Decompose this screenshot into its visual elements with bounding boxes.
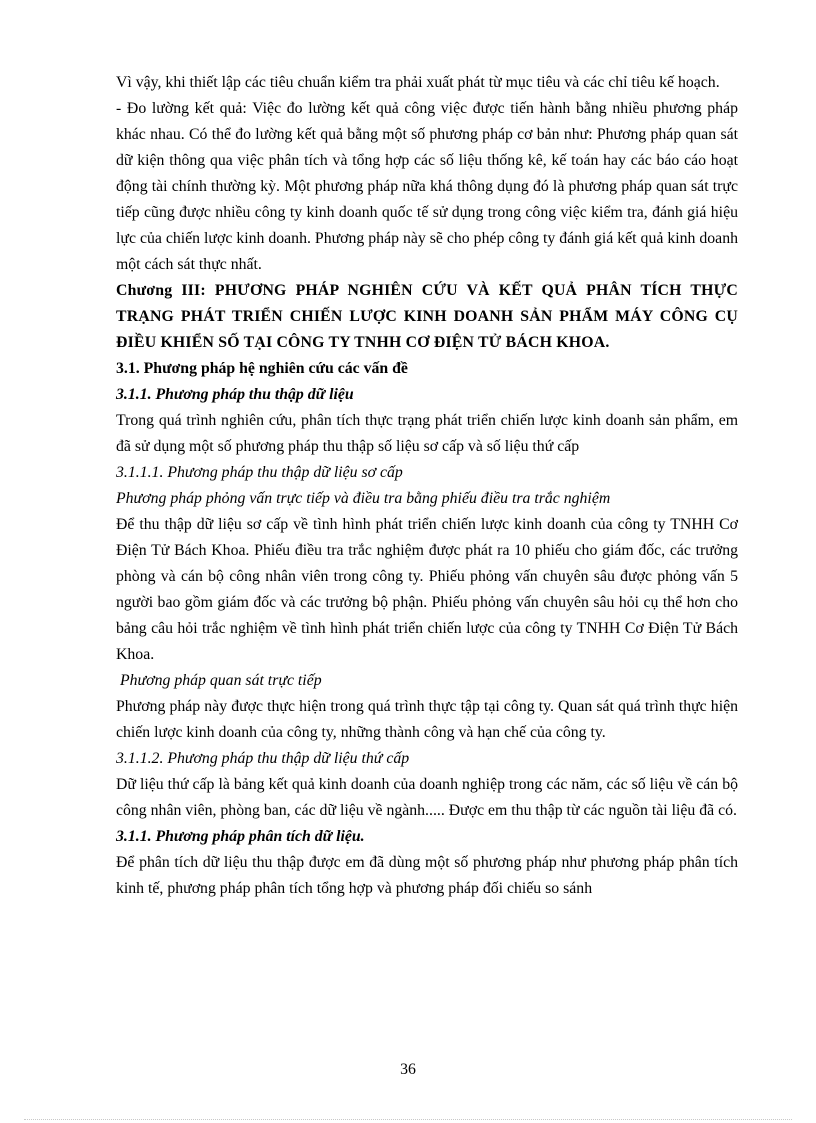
paragraph-research-process: Trong quá trình nghiên cứu, phân tích thực trạng phát triển chiến lược kinh doanh sản phẩm, em đã sử dụng một số phương pháp thu thập số liệu sơ cấp và số liệu thứ cấp bbox=[116, 412, 738, 455]
paragraph-measure-results: - Đo lường kết quả: Việc đo lường kết quả công việc được tiến hành bằng nhiều phương pháp khác nhau. Có thể đo lường kết quả bằng một số phương pháp cơ bản như: Phương pháp quan sát dữ kiện thông qua việc phân tích và tổng hợp các số liệu thống kê, kế toán hay các báo cáo hoạt động tài chính thường kỳ. Một phương pháp nữa khá thông dụng đó là phương pháp quan sát trực tiếp cũng được nhiều công ty kinh doanh quốc tế sử dụng trong công việc kiểm tra, đánh giá hiệu lực của chiến lược kinh doanh. Phương pháp này sẽ cho phép công ty đánh giá kết quả kinh doanh một cách sát thực nhất. bbox=[116, 100, 738, 273]
paragraph-observation: Phương pháp này được thực hiện trong quá trình thực tập tại công ty. Quan sát quá trình thực hiện chiến lược kinh doanh của công ty, những thành công và hạn chế của công ty. bbox=[116, 698, 738, 741]
paragraph-primary-data: Để thu thập dữ liệu sơ cấp về tình hình phát triển chiến lược kinh doanh của công ty TNHH Cơ Điện Tử Bách Khoa. Phiếu điều tra trắc nghiệm được phát ra 10 phiếu cho giám đốc, các trưởng phòng và cán bộ công nhân viên trong công ty. Phiếu phỏng vấn chuyên sâu được phỏng vấn 5 người bao gồm giám đốc và các trưởng bộ phận. Phiếu phỏng vấn chuyên sâu hỏi cụ thể hơn cho bảng câu hỏi trắc nghiệm về tình hình phát triển chiến lược của công ty TNHH Cơ Điện Tử Bách Khoa. bbox=[116, 516, 738, 663]
paragraph-analysis-methods: Để phân tích dữ liệu thu thập được em đã dùng một số phương pháp như phương pháp phân tích kinh tế, phương pháp phân tích tổng hợp và phương pháp đối chiếu so sánh bbox=[116, 854, 738, 897]
section-heading-data-analysis: 3.1.1. Phương pháp phân tích dữ liệu. bbox=[116, 828, 365, 845]
page-content bbox=[116, 70, 738, 902]
method-heading-observation: Phương pháp quan sát trực tiếp bbox=[120, 672, 322, 689]
paragraph-secondary-data: Dữ liệu thứ cấp là bảng kết quả kinh doanh của doanh nghiệp trong các năm, các số liệu về cán bộ công nhân viên, phòng ban, các dữ liệu về ngành..... Được em thu thập từ các nguồn tài liệu đã có. bbox=[116, 776, 738, 819]
chapter-heading: Chương III: PHƯƠNG PHÁP NGHIÊN CỨU VÀ KẾT QUẢ PHÂN TÍCH THỰC TRẠNG PHÁT TRIỂN CHIẾN LƯỢC KINH DOANH SẢN PHẨM MÁY CÔNG CỤ ĐIỀU KHIỂN SỐ TẠI CÔNG TY TNHH CƠ ĐIỆN TỬ BÁCH KHOA. bbox=[116, 282, 738, 351]
section-heading-3-1-1-1: 3.1.1.1. Phương pháp thu thập dữ liệu sơ cấp bbox=[116, 464, 403, 481]
section-heading-3-1-1-2: 3.1.1.2. Phương pháp thu thập dữ liệu thứ cấp bbox=[116, 750, 410, 767]
method-heading-interview: Phương pháp phỏng vấn trực tiếp và điều tra bằng phiếu điều tra trắc nghiệm bbox=[116, 490, 611, 507]
section-heading-3-1: 3.1. Phương pháp hệ nghiên cứu các vấn đề bbox=[116, 360, 408, 377]
page-number: 36 bbox=[400, 1061, 416, 1078]
paragraph-standards: Vì vậy, khi thiết lập các tiêu chuẩn kiểm tra phải xuất phát từ mục tiêu và các chỉ tiêu kế hoạch. bbox=[116, 74, 720, 91]
page-bottom-border bbox=[24, 1119, 792, 1120]
section-heading-3-1-1: 3.1.1. Phương pháp thu thập dữ liệu bbox=[116, 386, 354, 403]
